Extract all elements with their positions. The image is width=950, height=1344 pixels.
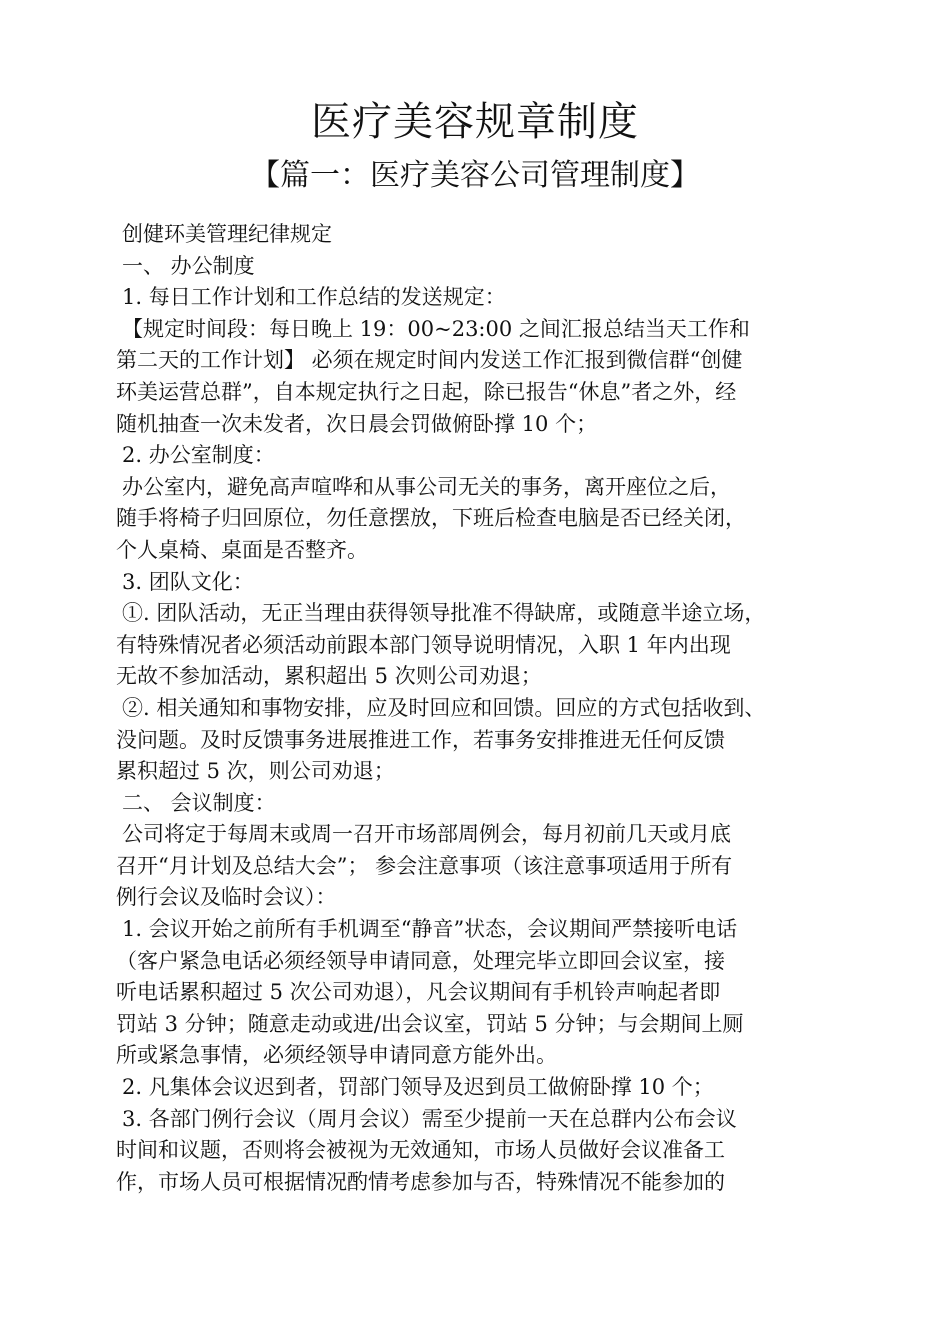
document-subtitle: 【篇一：医疗美容公司管理制度】 [250, 158, 700, 193]
text-line: 2. 办公室制度： [122, 443, 275, 468]
text-line: 【规定时间段：每日晚上 19：00~23:00 之间汇报总结当天工作和 [122, 316, 750, 341]
text-line: 有特殊情况者必须活动前跟本部门领导说明情况，入职 1 年内出现 [116, 632, 731, 657]
text-line: 一、 办公制度 [122, 253, 255, 278]
text-line: 所或紧急事情，必须经领导申请同意方能外出。 [116, 1043, 557, 1068]
text-line: ①. 团队活动，无正当理由获得领导批准不得缺席，或随意半途立场， [122, 601, 766, 626]
text-line: 罚站 3 分钟；随意走动或进/出会议室，罚站 5 分钟；与会期间上厕 [116, 1011, 744, 1036]
document-title: 医疗美容规章制度 [311, 99, 639, 145]
text-line: 1. 每日工作计划和工作总结的发送规定： [122, 285, 506, 310]
text-line: 办公室内，避免高声喧哗和从事公司无关的事务，离开座位之后， [122, 474, 731, 499]
text-line: 无故不参加活动，累积超出 5 次则公司劝退； [116, 664, 542, 689]
text-line: 累积超过 5 次，则公司劝退； [116, 759, 395, 784]
document-body [116, 219, 866, 1198]
text-line: 随手将椅子归回原位，勿任意摆放，下班后检查电脑是否已经关闭， [116, 506, 746, 531]
text-line: 个人桌椅、桌面是否整齐。 [116, 537, 368, 562]
text-line: 公司将定于每周末或周一召开市场部周例会，每月初前几天或月底 [122, 822, 731, 847]
text-line: 召开“月计划及总结大会”； 参会注意事项（该注意事项适用于所有 [116, 853, 733, 878]
text-line: 听电话累积超过 5 次公司劝退），凡会议期间有手机铃声响起者即 [116, 980, 721, 1005]
text-line: 创健环美管理纪律规定 [122, 222, 332, 246]
text-line: 环美运营总群”，自本规定执行之日起，除已报告“休息”者之外，经 [116, 379, 737, 404]
text-line: 作，市场人员可根据情况酌情考虑参加与否，特殊情况不能参加的 [116, 1169, 725, 1194]
text-line: 二、 会议制度： [122, 790, 276, 815]
text-line: 2. 凡集体会议迟到者，罚部门领导及迟到员工做俯卧撑 10 个； [122, 1075, 714, 1100]
text-line: 时间和议题，否则将会被视为无效通知，市场人员做好会议准备工 [116, 1138, 725, 1163]
text-line: 没问题。及时反馈事务进展推进工作，若事务安排推进无任何反馈 [116, 727, 725, 752]
text-line: 例行会议及临时会议）： [116, 885, 337, 910]
text-line: 随机抽查一次未发者，次日晨会罚做俯卧撑 10 个； [116, 411, 598, 436]
text-line: 1. 会议开始之前所有手机调至“静音”状态，会议期间严禁接听电话 [122, 917, 738, 942]
text-line: （客户紧急电话必须经领导申请同意，处理完毕立即回会议室，接 [116, 948, 725, 973]
text-line: 3. 各部门例行会议（周月会议）需至少提前一天在总群内公布会议 [122, 1106, 737, 1131]
text-line: 第二天的工作计划】 必须在规定时间内发送工作汇报到微信群“创健 [116, 348, 743, 373]
text-line: 3. 团队文化： [122, 569, 254, 594]
text-line: ②. 相关通知和事物安排，应及时回应和回馈。回应的方式包括收到、 [122, 695, 766, 720]
